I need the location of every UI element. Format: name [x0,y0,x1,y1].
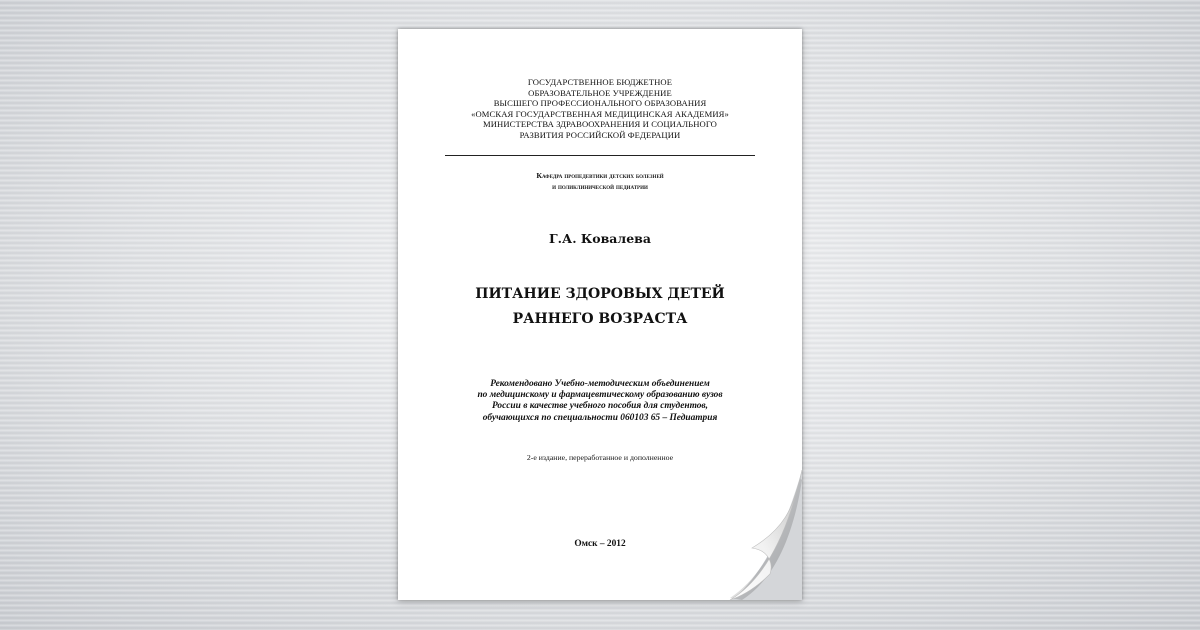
department-line: и поликлинической педиатрии [552,182,648,191]
recommendation-line: Рекомендовано Учебно-методическим объединением [490,379,710,389]
city-year: Омск – 2012 [574,539,626,549]
page-curl [712,470,802,600]
title-line: РАННЕГО ВОЗРАСТА [512,311,688,327]
edition-note: 2-е издание, переработанное и дополненное [526,453,674,462]
header-line: ОБРАЗОВАТЕЛЬНОЕ УЧРЕЖДЕНИЕ [528,87,672,98]
header-line: «ОМСКАЯ ГОСУДАРСТВЕННАЯ МЕДИЦИНСКАЯ АКАДЕМИЯ» [471,108,729,119]
header-line: РАЗВИТИЯ РОССИЙСКОЙ ФЕДЕРАЦИИ [519,129,681,140]
department-line: Кафедра пропедевтики детских болезней [536,171,664,180]
author-name: Г.А. Ковалева [549,231,651,246]
header-line: ГОСУДАРСТВЕННОЕ БЮДЖЕТНОЕ [527,77,673,87]
header-divider [445,155,755,156]
recommendation-line: по медицинскому и фармацевтическому образованию вузов [477,390,723,401]
department [398,170,802,192]
document-page [398,29,802,600]
institution-header [398,77,802,140]
recommendation-line: России в качестве учебного пособия для студентов, [492,401,708,412]
header-line: ВЫСШЕГО ПРОФЕССИОНАЛЬНОГО ОБРАЗОВАНИЯ [493,98,707,108]
recommendation-note [398,379,802,424]
recommendation-line: обучающихся по специальности 060103 65 – Педиатрия [482,412,718,423]
title-line: ПИТАНИЕ ЗДОРОВЫХ ДЕТЕЙ [475,286,725,302]
header-line: МИНИСТЕРСТВА ЗДРАВООХРАНЕНИЯ И СОЦИАЛЬНОГО [483,119,717,129]
book-title [398,282,802,332]
